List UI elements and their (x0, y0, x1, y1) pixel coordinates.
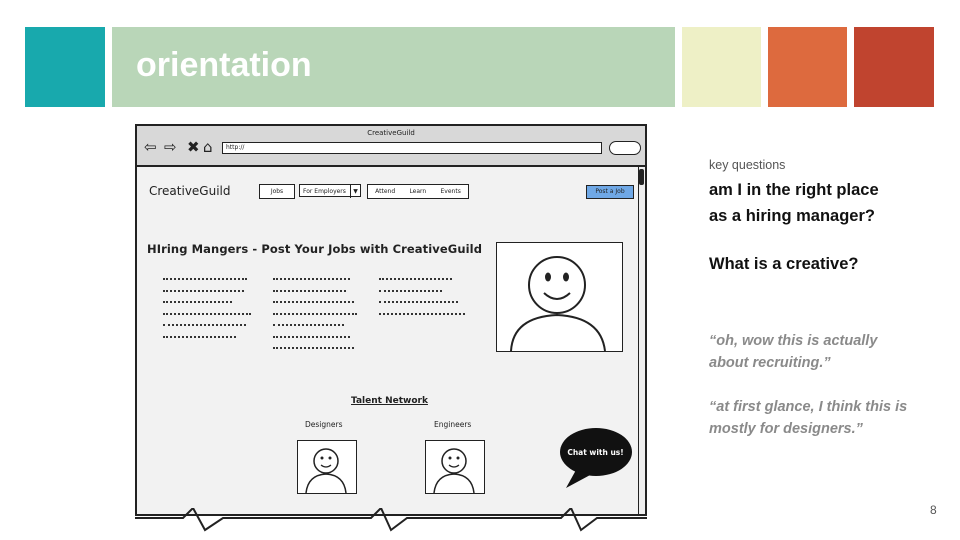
browser-chrome (137, 126, 645, 167)
key-questions-label: key questions (709, 158, 786, 172)
question-what-is-creative: What is a creative? (709, 255, 859, 273)
url-bar[interactable]: http:// (222, 142, 602, 154)
forward-arrow-icon[interactable]: ⇨ (164, 138, 177, 156)
smiley-person-icon (497, 243, 622, 351)
browser-window-title: CreativeGuild (367, 129, 415, 137)
scrollbar[interactable] (638, 167, 645, 514)
nav-attend[interactable]: Attend (375, 188, 396, 195)
header-orange-block (768, 27, 847, 107)
chat-bubble-icon[interactable] (558, 426, 633, 488)
designers-image[interactable] (297, 440, 357, 494)
nav-learn[interactable]: Learn (409, 188, 427, 195)
designer-person-icon (298, 441, 356, 493)
nav-group (367, 184, 469, 199)
user-quote-designers (709, 396, 939, 440)
site-logo[interactable]: CreativeGuild (149, 184, 231, 198)
engineers-image[interactable] (425, 440, 485, 494)
quote1-line2: about recruiting.” (709, 355, 831, 371)
placeholder-text-column-1 (163, 278, 259, 347)
header-teal-block (25, 27, 105, 107)
chat-with-us-label[interactable]: Chat with us! (567, 448, 624, 457)
torn-edge-decoration (135, 508, 647, 538)
nav-for-employers[interactable] (299, 184, 361, 197)
placeholder-text-column-2 (273, 278, 369, 359)
nav-jobs[interactable]: Jobs (259, 184, 295, 199)
post-a-job-button[interactable]: Post a Job (586, 185, 634, 199)
back-arrow-icon[interactable]: ⇦ (144, 138, 157, 156)
page-headline: HIring Mangers - Post Your Jobs with CreativeGuild (147, 242, 483, 256)
scroll-thumb[interactable] (639, 169, 644, 185)
quote2-line2: mostly for designers.” (709, 421, 863, 437)
nav-events[interactable]: Events (440, 188, 461, 195)
nav-for-employers-label: For Employers (303, 188, 346, 195)
home-icon[interactable]: ⌂ (203, 138, 213, 156)
hero-image-placeholder (496, 242, 623, 352)
slide-title: orientation (136, 46, 312, 84)
browser-search-pill[interactable] (609, 141, 641, 155)
wireframe-browser (135, 124, 647, 516)
page-number: 8 (930, 503, 937, 517)
header-title-bar (112, 27, 675, 107)
close-x-icon[interactable]: ✖ (187, 138, 200, 156)
question1-line2: as a hiring manager? (709, 207, 875, 225)
placeholder-text-column-3 (379, 278, 475, 324)
header-red-block (854, 27, 934, 107)
question1-line1: am I in the right place (709, 181, 879, 199)
quote1-line1: “oh, wow this is actually (709, 333, 878, 349)
dropdown-caret-icon[interactable]: ▼ (350, 185, 360, 198)
designers-label: Designers (305, 420, 343, 429)
engineer-person-icon (426, 441, 484, 493)
quote2-line1: “at first glance, I think this is (709, 399, 908, 415)
engineers-label: Engineers (434, 420, 472, 429)
header-cream-block (682, 27, 761, 107)
user-quote-recruiting (709, 330, 939, 374)
question-hiring-manager (709, 177, 879, 229)
talent-network-title: Talent Network (351, 396, 428, 406)
